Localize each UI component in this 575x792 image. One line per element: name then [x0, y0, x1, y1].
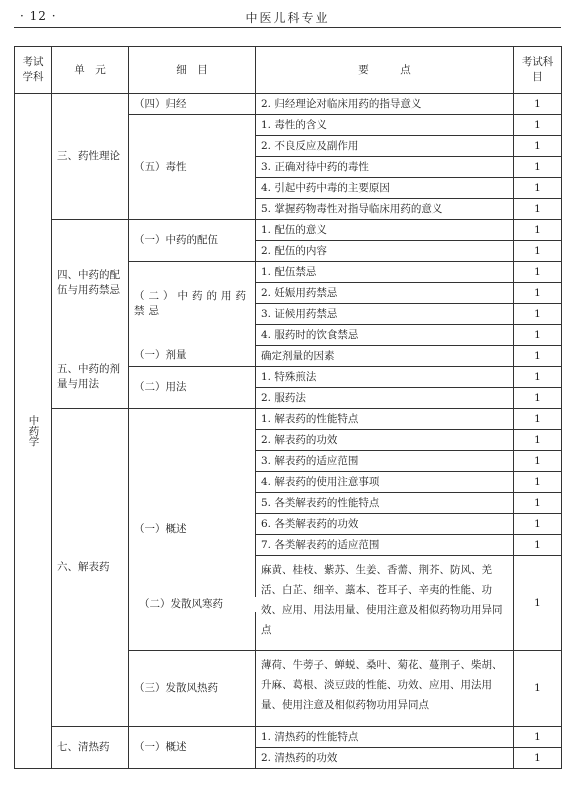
- page-header: [14, 6, 561, 28]
- page-number: · 12 ·: [20, 9, 57, 23]
- point-cell: 2. 归经理论对临床用药的指导意义: [256, 94, 514, 115]
- point-cell: 1. 毒性的含义: [256, 115, 514, 136]
- syllabus-table: [14, 46, 562, 769]
- point-cell: 1. 配伍禁忌: [256, 262, 514, 283]
- header-item: 细 目: [129, 47, 256, 94]
- point-cell: 4. 引起中药中毒的主要原因: [256, 178, 514, 199]
- item-cell: （一）中药的配伍: [129, 220, 256, 262]
- table-row: [15, 727, 562, 748]
- unit-cell: 七、清热药: [52, 727, 129, 769]
- exam-cell: 1: [514, 430, 562, 451]
- unit-cell: 三、药性理论: [52, 94, 129, 220]
- point-cell: 2. 清热药的功效: [256, 748, 514, 769]
- exam-cell: 1: [514, 367, 562, 388]
- point-cell: 3. 解表药的适应范围: [256, 451, 514, 472]
- item-label-fengHan: （二）发散风寒药: [134, 597, 256, 612]
- exam-cell: 1: [514, 346, 562, 367]
- exam-cell: 1: [514, 472, 562, 493]
- point-cell: 7. 各类解表药的适应范围: [256, 535, 514, 556]
- point-cell: 5. 各类解表药的性能特点: [256, 493, 514, 514]
- item-cell: （一）概述: [129, 727, 256, 769]
- exam-cell: 1: [514, 136, 562, 157]
- exam-cell: 1: [514, 388, 562, 409]
- header-exam: 考试科目: [514, 47, 562, 94]
- table-row: [15, 94, 562, 115]
- exam-cell: 1: [514, 262, 562, 283]
- item-cell: （二）中药的用药禁忌: [129, 262, 256, 346]
- point-cell: 薄荷、牛蒡子、蝉蜕、桑叶、菊花、蔓荆子、柴胡、升麻、葛根、淡豆豉的性能、功效、应用、用法用量、使用注意及相似药物功用异同点: [256, 651, 514, 727]
- table-row: [15, 346, 562, 367]
- point-cell: 确定剂量的因素: [256, 346, 514, 367]
- item-cell: （五）毒性: [129, 115, 256, 220]
- point-cell: 2. 服药法: [256, 388, 514, 409]
- exam-cell: 1: [514, 451, 562, 472]
- exam-cell: 1: [514, 178, 562, 199]
- header-rule: [14, 27, 561, 28]
- point-cell: 4. 服药时的饮食禁忌: [256, 325, 514, 346]
- exam-cell: 1: [514, 514, 562, 535]
- exam-cell: 1: [514, 241, 562, 262]
- exam-cell: 1: [514, 199, 562, 220]
- exam-cell: 1: [514, 283, 562, 304]
- item-cell: （四）归经: [129, 94, 256, 115]
- point-cell: 3. 证候用药禁忌: [256, 304, 514, 325]
- exam-cell: 1: [514, 409, 562, 430]
- point-cell: 1. 特殊煎法: [256, 367, 514, 388]
- point-cell: 2. 配伍的内容: [256, 241, 514, 262]
- exam-cell: 1: [514, 94, 562, 115]
- point-cell: 1. 清热药的性能特点: [256, 727, 514, 748]
- exam-cell: 1: [514, 325, 562, 346]
- table-row: [15, 409, 562, 430]
- point-cell: 1. 解表药的性能特点: [256, 409, 514, 430]
- subject-cell: 中药学: [15, 94, 52, 769]
- point-cell: 2. 妊娠用药禁忌: [256, 283, 514, 304]
- unit-cell: 五、中药的剂量与用法: [52, 346, 129, 409]
- point-cell: 5. 掌握药物毒性对指导临床用药的意义: [256, 199, 514, 220]
- exam-cell: 1: [514, 651, 562, 727]
- header-unit: 单 元: [52, 47, 129, 94]
- item-cell: （一）剂量: [129, 346, 256, 367]
- point-cell: 4. 解表药的使用注意事项: [256, 472, 514, 493]
- point-cell: 麻黄、桂枝、紫苏、生姜、香薷、荆芥、防风、羌活、白芷、细辛、藁本、苍耳子、辛夷的性能、功效、应用、用法用量、使用注意及相似药物功用异同点: [256, 556, 514, 651]
- exam-cell: 1: [514, 535, 562, 556]
- item-cell: （三）发散风热药: [129, 651, 256, 727]
- point-cell: 1. 配伍的意义: [256, 220, 514, 241]
- page-title: 中医儿科专业: [245, 11, 330, 25]
- exam-cell: 1: [514, 493, 562, 514]
- point-cell: 2. 解表药的功效: [256, 430, 514, 451]
- unit-cell: 四、中药的配伍与用药禁忌: [52, 220, 129, 346]
- table-header-row: [15, 47, 562, 94]
- exam-cell: 1: [514, 304, 562, 325]
- table-row: [15, 220, 562, 241]
- exam-cell: 1: [514, 115, 562, 136]
- point-cell: 3. 正确对待中药的毒性: [256, 157, 514, 178]
- unit-cell: 六、解表药: [52, 409, 129, 727]
- exam-cell: 1: [514, 157, 562, 178]
- point-cell: 6. 各类解表药的功效: [256, 514, 514, 535]
- item-cell: （二）用法: [129, 367, 256, 409]
- point-cell: 2. 不良反应及副作用: [256, 136, 514, 157]
- exam-cell: 1: [514, 220, 562, 241]
- item-cell: （一）概述: [129, 409, 256, 651]
- header-point: 要 点: [256, 47, 514, 94]
- exam-cell: 1: [514, 556, 562, 651]
- exam-cell: 1: [514, 727, 562, 748]
- exam-cell: 1: [514, 748, 562, 769]
- header-subject: 考试学科: [15, 47, 52, 94]
